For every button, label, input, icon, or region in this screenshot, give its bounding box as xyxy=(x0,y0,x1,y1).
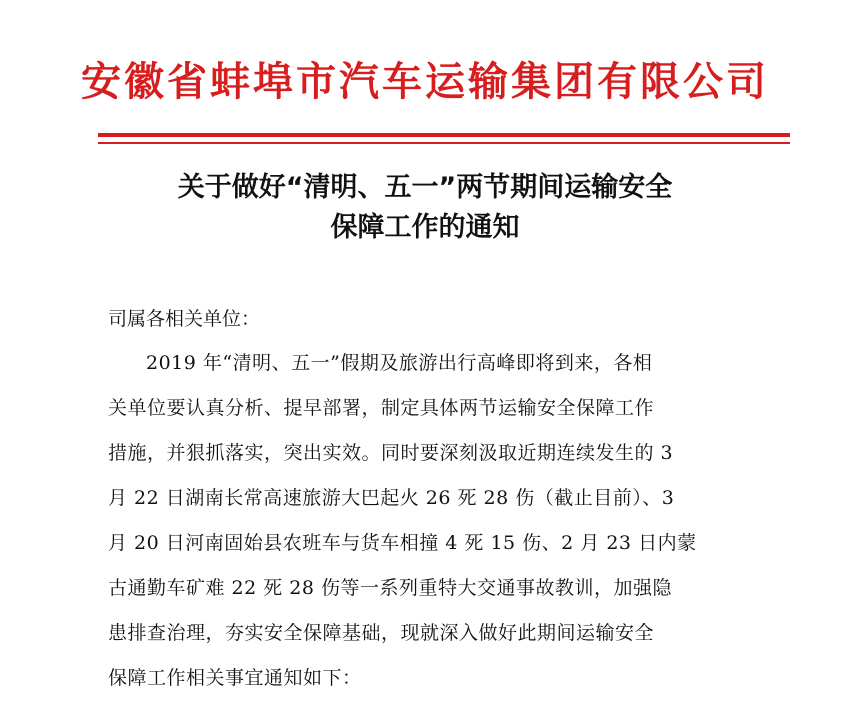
body-line: 月 20 日河南固始县农班车与货车相撞 4 死 15 伤、2 月 23 日内蒙 xyxy=(108,532,697,554)
salutation: 司属各相关单位： xyxy=(108,308,261,330)
header-rule-thin xyxy=(98,142,790,144)
header-rule-thick xyxy=(98,133,790,137)
body-line: 保障工作相关事宜通知如下： xyxy=(108,667,362,689)
document-title-line-2: 保障工作的通知 xyxy=(330,212,520,243)
body-line: 古通勤车矿难 22 死 28 伤等一系列重特大交通事故教训，加强隐 xyxy=(108,577,673,599)
body-line: 月 22 日湖南长常高速旅游大巴起火 26 死 28 伤（截止目前）、3 xyxy=(108,487,675,509)
body-line: 关单位要认真分析、提早部署，制定具体两节运输安全保障工作 xyxy=(108,397,655,419)
body-line: 患排查治理，夯实安全保障基础，现就深入做好此期间运输安全 xyxy=(108,622,655,644)
document-title-line-1: 关于做好“清明、五一”两节期间运输安全 xyxy=(177,172,673,203)
organization-header: 安徽省蚌埠市汽车运输集团有限公司 xyxy=(81,58,769,105)
body-line: 2019 年“清明、五一”假期及旅游出行高峰即将到来，各相 xyxy=(146,352,653,374)
body-line: 措施，并狠抓落实，突出实效。同时要深刻汲取近期连续发生的 3 xyxy=(108,442,674,464)
